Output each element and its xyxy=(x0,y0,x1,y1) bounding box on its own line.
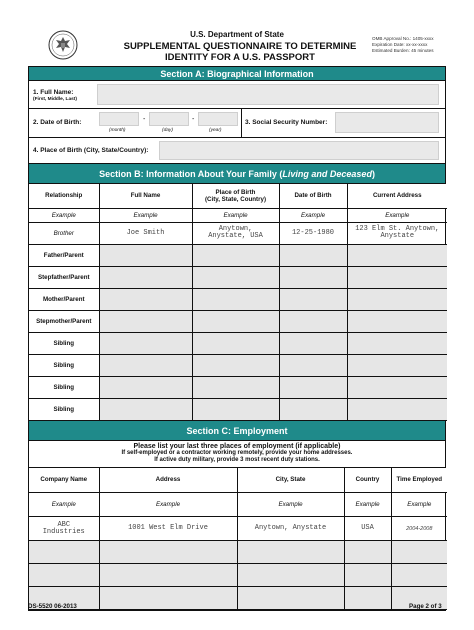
family-sample-row xyxy=(29,222,447,244)
employment-sample-country: USA xyxy=(344,517,391,541)
employment-table xyxy=(29,468,447,611)
omb-approval: OMB Approval No.: 1405-xxxx xyxy=(372,36,434,41)
family-col-relationship: Relationship xyxy=(29,184,99,208)
section-c-header: Section C: Employment xyxy=(29,421,445,441)
employment-example-cell: Example xyxy=(344,493,391,517)
family-row xyxy=(29,376,447,398)
family-pob-field[interactable] xyxy=(192,288,279,310)
family-address-field[interactable] xyxy=(347,288,447,310)
family-address-field[interactable] xyxy=(347,354,447,376)
employment-col-company: Company Name xyxy=(29,468,99,493)
family-name-field[interactable] xyxy=(99,266,192,288)
employment-row xyxy=(29,564,447,587)
employment-country-field[interactable] xyxy=(344,587,391,610)
family-dob-field[interactable] xyxy=(279,266,347,288)
family-name-field[interactable] xyxy=(99,376,192,398)
family-pob-field[interactable] xyxy=(192,310,279,332)
family-table-header-row xyxy=(29,184,447,208)
family-sample-relationship: Brother xyxy=(29,222,99,244)
family-sample-pob: Anytown, Anystate, USA xyxy=(192,222,279,244)
family-example-cell: Example xyxy=(29,208,99,222)
employment-instruction-3: If active duty military, provide 3 most recent duty stations. xyxy=(154,456,320,463)
family-row xyxy=(29,266,447,288)
family-sample-dob: 12-25-1980 xyxy=(279,222,347,244)
family-dob-field[interactable] xyxy=(279,332,347,354)
dob-ssn-row xyxy=(29,109,445,138)
family-pob-field[interactable] xyxy=(192,244,279,266)
employment-time-field[interactable] xyxy=(391,541,447,564)
employment-instructions xyxy=(29,441,445,468)
employment-instruction-1: Please list your last three places of employment (if applicable) xyxy=(133,442,341,450)
employment-instruction-2: If self-employed or a contractor working remotely, provide your home addresses. xyxy=(121,449,353,456)
family-row xyxy=(29,288,447,310)
department-name: U.S. Department of State xyxy=(190,30,284,39)
form-title xyxy=(115,41,365,63)
dob-label: 2. Date of Birth: xyxy=(33,119,82,126)
family-example-cell: Example xyxy=(99,208,192,222)
family-col-current-address: Current Address xyxy=(347,184,447,208)
family-name-field[interactable] xyxy=(99,310,192,332)
section-b-title-italic: Living and Deceased xyxy=(282,169,372,179)
full-name-row xyxy=(29,81,445,109)
employment-company-field[interactable] xyxy=(29,541,99,564)
employment-row xyxy=(29,587,447,610)
family-col-date-of-birth: Date of Birth xyxy=(279,184,347,208)
family-dob-field[interactable] xyxy=(279,288,347,310)
omb-expiration: Expiration Date: xx-xx-xxxx xyxy=(372,42,428,47)
dob-ssn-divider xyxy=(241,109,242,137)
family-dob-field[interactable] xyxy=(279,244,347,266)
section-b-title-suffix: ) xyxy=(371,169,375,179)
family-address-field[interactable] xyxy=(347,376,447,398)
family-dob-field[interactable] xyxy=(279,354,347,376)
employment-sample-city-state: Anytown, Anystate xyxy=(237,517,344,541)
section-b-title-prefix: Section B: Information About Your Family ( xyxy=(99,169,283,179)
dob-separator-2: - xyxy=(192,116,195,123)
family-relationship-label: Sibling xyxy=(29,376,99,398)
family-address-field[interactable] xyxy=(347,244,447,266)
omb-burden: Estimated Burden: 45 minutes xyxy=(372,48,434,53)
employment-sample-address: 1001 West Elm Drive xyxy=(99,517,237,541)
family-address-field[interactable] xyxy=(347,266,447,288)
family-row xyxy=(29,398,447,420)
family-sample-name: Joe Smith xyxy=(99,222,192,244)
employment-example-cell: Example xyxy=(99,493,237,517)
employment-sample-company: ABC Industries xyxy=(29,517,99,541)
employment-company-field[interactable] xyxy=(29,564,99,587)
family-address-field[interactable] xyxy=(347,310,447,332)
dob-month-field[interactable] xyxy=(99,112,139,126)
family-example-cell: Example xyxy=(347,208,447,222)
employment-country-field[interactable] xyxy=(344,564,391,587)
family-sample-address: 123 Elm St. Anytown, Anystate xyxy=(347,222,447,244)
family-address-field[interactable] xyxy=(347,398,447,420)
family-name-field[interactable] xyxy=(99,244,192,266)
employment-sample-row xyxy=(29,517,447,541)
form-id: DS-5520 06-2013 xyxy=(28,603,77,610)
dob-separator-1: - xyxy=(143,116,146,123)
employment-address-field[interactable] xyxy=(99,587,237,610)
omb-info xyxy=(372,36,434,54)
family-example-cell: Example xyxy=(279,208,347,222)
section-b-header xyxy=(29,164,445,184)
page-number: Page 2 of 3 xyxy=(409,603,442,610)
dob-year-caption: (year) xyxy=(209,128,222,133)
form-title-line2: IDENTITY FOR A U.S. PASSPORT xyxy=(165,52,315,63)
family-example-cell: Example xyxy=(192,208,279,222)
dob-year-field[interactable] xyxy=(198,112,238,126)
ssn-label: 3. Social Security Number: xyxy=(245,119,328,126)
employment-sample-time: 2004-2008 xyxy=(391,517,447,541)
family-address-field[interactable] xyxy=(347,332,447,354)
family-relationship-label: Sibling xyxy=(29,398,99,420)
employment-time-field[interactable] xyxy=(391,564,447,587)
employment-address-field[interactable] xyxy=(99,541,237,564)
family-pob-field[interactable] xyxy=(192,354,279,376)
employment-table-header-row xyxy=(29,468,447,493)
family-dob-field[interactable] xyxy=(279,310,347,332)
full-name-label: 1. Full Name: xyxy=(33,89,74,96)
family-table xyxy=(29,184,447,421)
family-relationship-label: Sibling xyxy=(29,332,99,354)
employment-address-field[interactable] xyxy=(99,564,237,587)
family-pob-field[interactable] xyxy=(192,332,279,354)
family-pob-field[interactable] xyxy=(192,376,279,398)
family-row xyxy=(29,310,447,332)
employment-example-cell: Example xyxy=(391,493,447,517)
family-relationship-label: Father/Parent xyxy=(29,244,99,266)
family-relationship-label: Stepmother/Parent xyxy=(29,310,99,332)
family-dob-field[interactable] xyxy=(279,398,347,420)
employment-city-field[interactable] xyxy=(237,587,344,610)
pob-field[interactable] xyxy=(159,141,439,160)
family-dob-field[interactable] xyxy=(279,376,347,398)
family-col-full-name: Full Name xyxy=(99,184,192,208)
employment-example-cell: Example xyxy=(29,493,99,517)
family-row xyxy=(29,354,447,376)
pob-row xyxy=(29,138,445,164)
family-row xyxy=(29,332,447,354)
employment-row xyxy=(29,541,447,564)
family-name-field[interactable] xyxy=(99,288,192,310)
employment-city-field[interactable] xyxy=(237,541,344,564)
questionnaire-form xyxy=(28,66,446,611)
family-name-field[interactable] xyxy=(99,354,192,376)
employment-col-city-state: City, State xyxy=(237,468,344,493)
family-pob-field[interactable] xyxy=(192,266,279,288)
full-name-sublabel: (First, Middle, Last) xyxy=(33,97,77,102)
family-row xyxy=(29,244,447,266)
employment-country-field[interactable] xyxy=(344,541,391,564)
employment-example-row xyxy=(29,493,447,517)
family-pob-field[interactable] xyxy=(192,398,279,420)
dob-day-field[interactable] xyxy=(149,112,189,126)
employment-example-cell: Example xyxy=(237,493,344,517)
full-name-field[interactable] xyxy=(97,84,439,105)
employment-col-country: Country xyxy=(344,468,391,493)
dob-month-caption: (month) xyxy=(109,128,126,133)
dob-day-caption: (day) xyxy=(162,128,173,133)
employment-col-time-employed: Time Employed xyxy=(391,468,447,493)
form-header xyxy=(0,0,474,66)
section-a-header: Section A: Biographical Information xyxy=(29,67,445,81)
family-relationship-label: Sibling xyxy=(29,354,99,376)
ssn-field[interactable] xyxy=(335,112,439,133)
family-name-field[interactable] xyxy=(99,398,192,420)
employment-col-address: Address xyxy=(99,468,237,493)
family-relationship-label: Mother/Parent xyxy=(29,288,99,310)
family-example-row xyxy=(29,208,447,222)
family-relationship-label: Stepfather/Parent xyxy=(29,266,99,288)
form-title-line1: SUPPLEMENTAL QUESTIONNAIRE TO DETERMINE xyxy=(123,41,357,52)
employment-city-field[interactable] xyxy=(237,564,344,587)
family-name-field[interactable] xyxy=(99,332,192,354)
pob-label: 4. Place of Birth (City, State/Country): xyxy=(33,147,149,154)
family-col-place-of-birth: Place of Birth (City, State, Country) xyxy=(192,184,279,208)
